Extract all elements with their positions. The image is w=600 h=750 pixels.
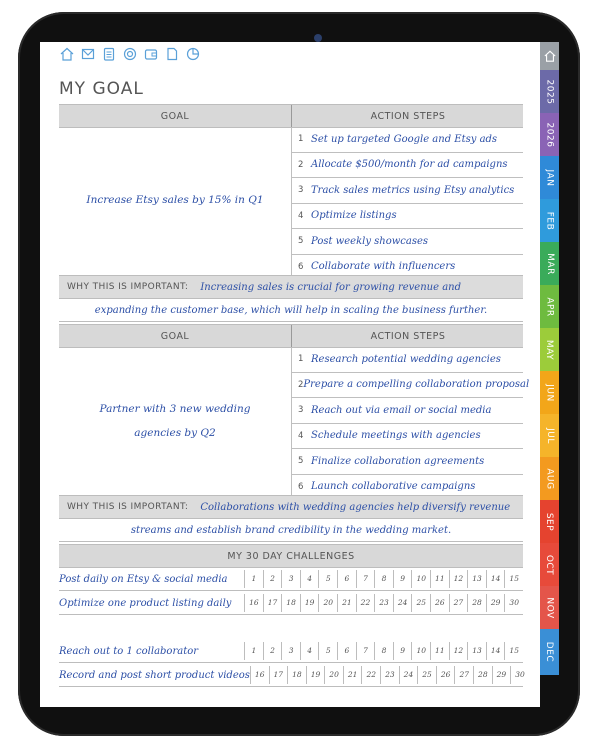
day-box[interactable]: 20 [324, 666, 343, 684]
planner-page [40, 42, 540, 707]
why-important-continued-2[interactable]: streams and establish brand credibility in the wedding market. [59, 519, 523, 542]
challenge-row [59, 568, 523, 591]
day-box[interactable]: 19 [300, 594, 319, 612]
day-box[interactable]: 21 [337, 594, 356, 612]
day-box[interactable]: 15 [504, 570, 523, 588]
day-box[interactable]: 23 [380, 666, 399, 684]
target-icon[interactable] [123, 46, 137, 60]
challenge-label[interactable]: Post daily on Etsy & social media [59, 573, 228, 585]
day-box[interactable]: 28 [473, 666, 492, 684]
tab-feb[interactable]: FEB [540, 199, 559, 242]
day-box[interactable]: 6 [337, 642, 356, 660]
action-step[interactable]: 6 Collaborate with influencers [298, 261, 456, 273]
action-step[interactable]: 1 Research potential wedding agencies [291, 347, 523, 373]
day-box[interactable]: 8 [374, 642, 393, 660]
challenge-row [59, 640, 523, 663]
action-step[interactable]: 5 Post weekly showcases [291, 229, 523, 255]
day-box[interactable]: 13 [467, 570, 486, 588]
challenges-header: MY 30 DAY CHALLENGES [59, 544, 523, 568]
day-box[interactable]: 30 [510, 666, 529, 684]
day-box[interactable]: 10 [411, 642, 430, 660]
day-box[interactable]: 13 [467, 642, 486, 660]
why-important-continued-1[interactable]: expanding the customer base, which will help in scaling the business further. [59, 299, 523, 322]
day-box[interactable]: 29 [492, 666, 511, 684]
day-box[interactable]: 12 [449, 642, 468, 660]
day-box[interactable]: 17 [269, 666, 288, 684]
day-box[interactable]: 28 [467, 594, 486, 612]
tab-2026[interactable]: 2026 [540, 113, 559, 156]
goal-column-header: GOAL [160, 110, 190, 122]
top-icon-bar [60, 46, 200, 60]
document-icon[interactable] [165, 46, 179, 60]
home-icon[interactable] [60, 46, 74, 60]
action-step[interactable]: 4 Schedule meetings with agencies [291, 424, 523, 450]
action-step[interactable]: 3 Track sales metrics using Etsy analytics [291, 178, 523, 204]
tab-mar[interactable]: MAR [540, 242, 559, 285]
month-tab-bar [540, 42, 559, 707]
home-tab[interactable] [540, 42, 559, 70]
day-box[interactable]: 14 [486, 642, 505, 660]
day-box[interactable]: 7 [356, 642, 375, 660]
tab-apr[interactable]: APR [540, 285, 559, 328]
day-box[interactable]: 4 [300, 642, 319, 660]
why-important-row-1 [59, 275, 523, 299]
action-step[interactable]: 2 Allocate $500/month for ad campaigns [291, 153, 523, 179]
day-checkboxes [244, 594, 523, 612]
challenge-label[interactable]: Record and post short product videos [59, 669, 250, 681]
day-box[interactable]: 9 [393, 570, 412, 588]
day-box[interactable]: 24 [393, 594, 412, 612]
action-steps-column-header: ACTION STEPS [291, 105, 524, 127]
day-box[interactable]: 3 [281, 570, 300, 588]
day-box[interactable]: 11 [430, 570, 449, 588]
day-box[interactable]: 8 [374, 570, 393, 588]
goal-2-steps [291, 347, 530, 499]
day-box[interactable]: 18 [287, 666, 306, 684]
day-box[interactable]: 30 [504, 594, 523, 612]
day-box[interactable]: 5 [318, 642, 337, 660]
notebook-icon[interactable] [102, 46, 116, 60]
tab-may[interactable]: MAY [540, 328, 559, 371]
challenge-label[interactable]: Optimize one product listing daily [59, 597, 232, 609]
day-box[interactable]: 4 [300, 570, 319, 588]
action-step[interactable]: 4 Optimize listings [291, 204, 523, 230]
tab-dec[interactable]: DEC [540, 629, 559, 675]
day-box[interactable]: 20 [318, 594, 337, 612]
day-box[interactable]: 1 [244, 570, 263, 588]
tab-aug[interactable]: AUG [540, 457, 559, 500]
day-checkboxes [244, 570, 523, 588]
day-box[interactable]: 12 [449, 570, 468, 588]
tab-nov[interactable]: NOV [540, 586, 559, 629]
day-box[interactable]: 15 [504, 642, 523, 660]
day-box[interactable]: 17 [263, 594, 282, 612]
challenge-label[interactable]: Reach out to 1 collaborator [59, 645, 199, 657]
day-box[interactable]: 3 [281, 642, 300, 660]
day-box[interactable]: 22 [356, 594, 375, 612]
day-box[interactable]: 10 [411, 570, 430, 588]
mail-icon[interactable] [81, 46, 95, 60]
day-box[interactable]: 14 [486, 570, 505, 588]
why-important-text[interactable]: Collaborations with wedding agencies help diversify revenue [200, 501, 511, 513]
day-box[interactable]: 21 [343, 666, 362, 684]
action-step[interactable]: 1 Set up targeted Google and Etsy ads [291, 127, 523, 153]
day-box[interactable]: 5 [318, 570, 337, 588]
day-box[interactable]: 2 [263, 642, 282, 660]
day-checkboxes [244, 642, 523, 660]
day-box[interactable]: 19 [306, 666, 325, 684]
action-step[interactable]: 2 Prepare a compelling collaboration proposal [291, 373, 523, 399]
tab-oct[interactable]: OCT [540, 543, 559, 586]
day-box[interactable]: 26 [436, 666, 455, 684]
why-important-label: WHY THIS IS IMPORTANT: [67, 502, 189, 512]
home-icon [544, 50, 556, 62]
goal-header-1 [59, 104, 523, 128]
goal-header-2 [59, 324, 523, 348]
tab-jul[interactable]: JUL [540, 414, 559, 457]
action-step[interactable]: 5 Finalize collaboration agreements [291, 449, 523, 475]
day-box[interactable]: 22 [361, 666, 380, 684]
pie-chart-icon[interactable] [186, 46, 200, 60]
why-important-row-2 [59, 495, 523, 519]
page-title: MY GOAL [59, 79, 144, 99]
day-box[interactable]: 25 [417, 666, 436, 684]
day-box[interactable]: 16 [250, 666, 269, 684]
day-box[interactable]: 11 [430, 642, 449, 660]
day-box[interactable]: 18 [281, 594, 300, 612]
challenge-row [59, 664, 523, 687]
day-box[interactable]: 25 [411, 594, 430, 612]
day-box[interactable]: 26 [430, 594, 449, 612]
tab-sep[interactable]: SEP [540, 500, 559, 543]
day-box[interactable]: 16 [244, 594, 263, 612]
day-box[interactable]: 9 [393, 642, 412, 660]
why-important-label: WHY THIS IS IMPORTANT: [67, 282, 189, 292]
camera-dot [314, 34, 322, 42]
action-step[interactable]: 3 Reach out via email or social media [291, 398, 523, 424]
day-box[interactable]: 1 [244, 642, 263, 660]
goal-2-text[interactable]: Partner with 3 new wedding agencies by Q2 [99, 403, 251, 439]
why-important-text[interactable]: Increasing sales is crucial for growing revenue and [200, 281, 462, 293]
wallet-icon[interactable] [144, 46, 158, 60]
day-box[interactable]: 27 [454, 666, 473, 684]
goal-1-steps [291, 127, 523, 279]
tab-jan[interactable]: JAN [540, 156, 559, 199]
tab-jun[interactable]: JUN [540, 371, 559, 414]
day-box[interactable]: 6 [337, 570, 356, 588]
challenge-row [59, 592, 523, 615]
tab-2025[interactable]: 2025 [540, 70, 559, 113]
goal-1-text[interactable]: Increase Etsy sales by 15% in Q1 [86, 194, 264, 206]
day-box[interactable]: 23 [374, 594, 393, 612]
day-box[interactable]: 24 [399, 666, 418, 684]
day-box[interactable]: 27 [449, 594, 468, 612]
day-box[interactable]: 29 [486, 594, 505, 612]
day-box[interactable]: 7 [356, 570, 375, 588]
action-step[interactable]: 6 Launch collaborative campaigns [298, 481, 476, 493]
action-steps-column-header: ACTION STEPS [291, 325, 524, 347]
goal-column-header: GOAL [160, 330, 190, 342]
day-checkboxes [250, 666, 529, 684]
day-box[interactable]: 2 [263, 570, 282, 588]
